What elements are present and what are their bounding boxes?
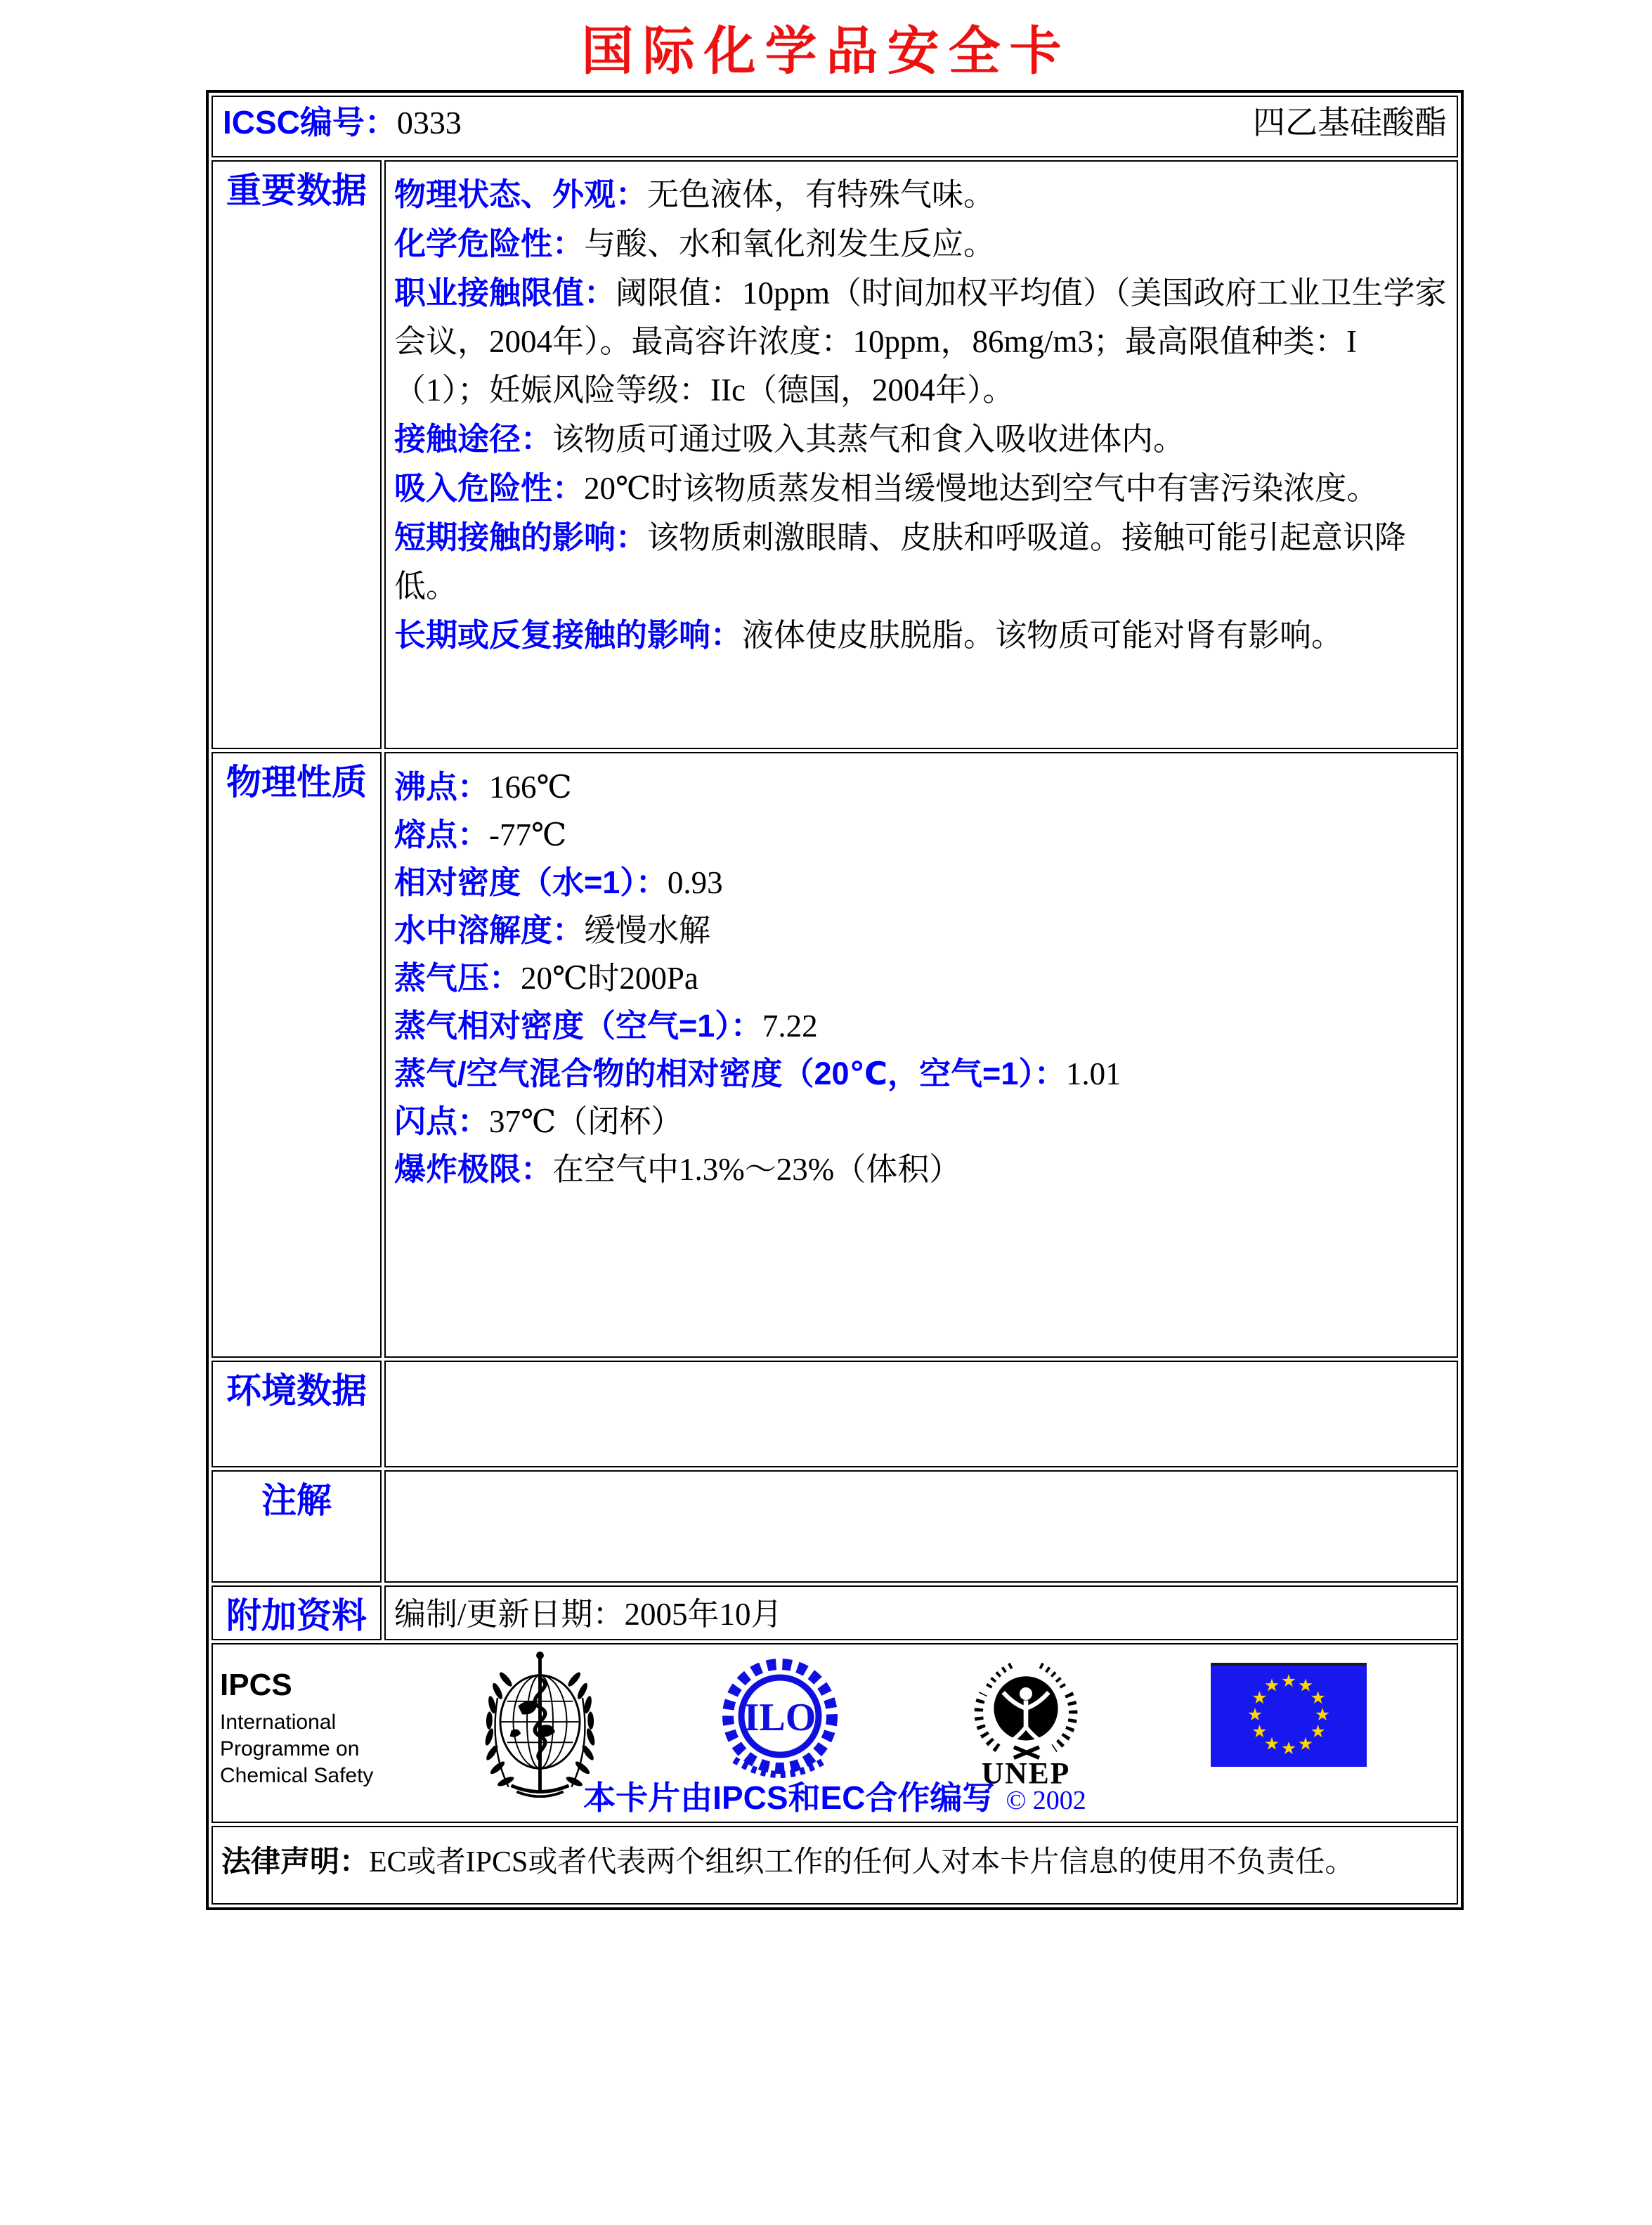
additional-info-label: 附加资料: [212, 1585, 382, 1640]
ipcs-subtitle-line3: Chemical Safety: [220, 1764, 374, 1787]
icsc-number-label: ICSC编号：: [223, 104, 397, 141]
field-vapor-air-density: 蒸气/空气混合物的相对密度（20℃，空气=1）：1.01: [394, 1056, 1121, 1091]
eu-flag-icon: [1211, 1663, 1367, 1767]
unep-logo-icon: [959, 1650, 1093, 1791]
ilo-logo-text: ILO: [743, 1696, 817, 1739]
ipcs-subtitle-line1: International: [220, 1711, 337, 1734]
logos-row: [212, 1643, 1458, 1823]
chemical-name: 四乙基硅酸酯: [1253, 105, 1447, 141]
physical-properties-row: [212, 752, 1458, 1358]
field-exposure-routes: 接触途径：该物质可通过吸入其蒸气和食入吸收进体内。: [394, 421, 1185, 457]
field-explosive-limits: 爆炸极限：在空气中1.3%～23%（体积）: [394, 1151, 961, 1187]
physical-properties-content: [384, 752, 1458, 1358]
ipcs-subtitle-line2: Programme on: [220, 1737, 360, 1760]
environmental-data-content: [384, 1361, 1458, 1467]
important-data-label: 重要数据: [212, 160, 382, 749]
notes-label: 注解: [212, 1470, 382, 1583]
ipcs-text-block: [220, 1668, 373, 1789]
field-flash-point: 闪点：37℃（闭杯）: [394, 1103, 683, 1139]
legal-row: [212, 1826, 1458, 1905]
field-melting-point: 熔点：-77℃: [394, 817, 567, 852]
legal-notice-text: EC或者IPCS或者代表两个组织工作的任何人对本卡片信息的使用不负责任。: [369, 1846, 1355, 1879]
notes-content: [384, 1470, 1458, 1583]
environmental-data-row: [212, 1361, 1458, 1467]
field-inhalation-risk: 吸入危险性：20℃时该物质蒸发相当缓慢地达到空气中有害污染浓度。: [394, 470, 1379, 506]
field-vapor-pressure: 蒸气压：20℃时200Pa: [394, 960, 698, 996]
ipcs-title: IPCS: [220, 1668, 292, 1702]
field-relative-density: 相对密度（水=1）：0.93: [394, 864, 723, 900]
header-row: [212, 96, 1458, 157]
important-data-content: [384, 160, 1458, 749]
field-physical-state: 物理状态、外观：无色液体，有特殊气味。: [394, 176, 996, 212]
cooperation-caption: [213, 1772, 1457, 1819]
ilo-logo-icon: [713, 1653, 847, 1791]
field-vapor-density: 蒸气相对密度（空气=1）：7.22: [394, 1008, 818, 1044]
legal-notice-label: 法律声明：: [221, 1845, 370, 1878]
additional-info-content: [384, 1585, 1458, 1640]
logos-cell: [212, 1643, 1458, 1823]
field-short-term-effects: 短期接触的影响：该物质刺激眼睛、皮肤和呼吸道。接触可能引起意识降低。: [394, 519, 1407, 604]
field-boiling-point: 沸点：166℃: [394, 769, 572, 805]
icsc-number-value: 0333: [396, 105, 462, 141]
unep-logo-text: UNEP: [981, 1756, 1071, 1791]
field-chemical-danger: 化学危险性：与酸、水和氧化剂发生反应。: [394, 226, 996, 261]
page-title: 国际化学品安全卡: [581, 22, 1071, 80]
legal-cell: [212, 1826, 1458, 1905]
physical-properties-label: 物理性质: [212, 752, 382, 1358]
environmental-data-label: 环境数据: [212, 1361, 382, 1467]
cooperation-caption-text: 本卡片由IPCS和EC合作编写: [583, 1779, 995, 1816]
field-water-solubility: 水中溶解度：缓慢水解: [394, 912, 711, 948]
card-table: [206, 90, 1464, 1910]
field-long-term-effects: 长期或反复接触的影响：液体使皮肤脱脂。该物质可能对肾有影响。: [394, 617, 1344, 653]
copyright-text: © 2002: [1006, 1786, 1086, 1815]
field-occupational-limits: 职业接触限值：阈限值：10ppm（时间加权平均值）（美国政府工业卫生学家会议，2004年）。最高容许浓度：10ppm，86mg/m3；最高限值种类：I（1）；妊娠风险等级：IIc（德国，2004年）。: [394, 275, 1447, 408]
notes-row: [212, 1470, 1458, 1583]
additional-info-row: [212, 1585, 1458, 1640]
update-date: 编制/更新日期：2005年10月: [394, 1597, 783, 1632]
header-cell: [212, 96, 1458, 157]
important-data-row: [212, 160, 1458, 749]
